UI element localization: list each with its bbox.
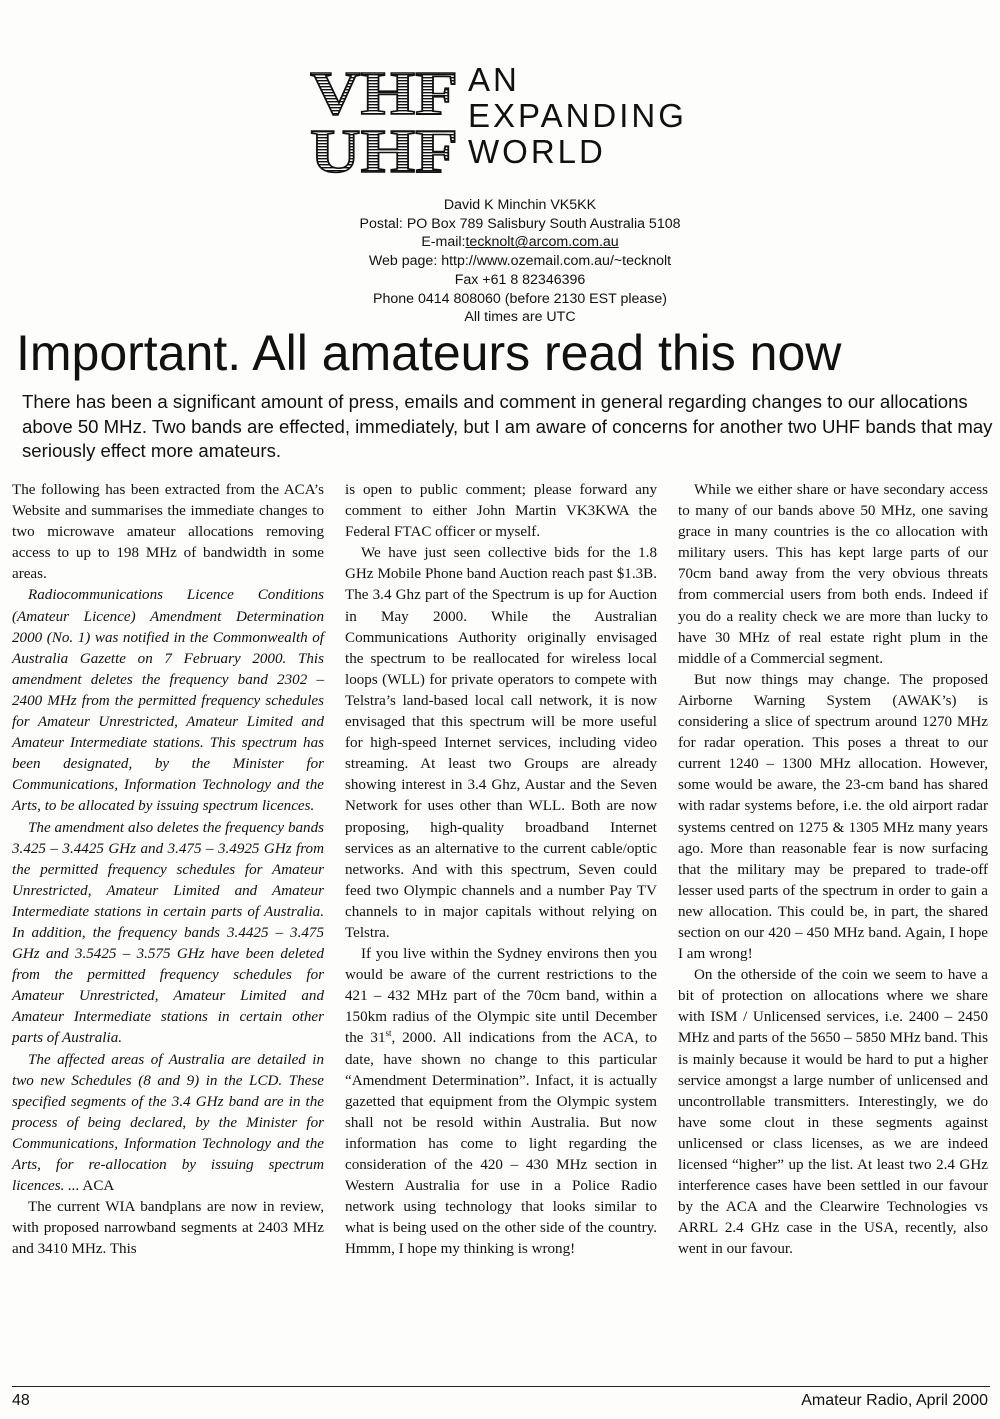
phone-line: Phone 0414 808060 (before 2130 EST please) bbox=[373, 290, 667, 307]
body-paragraph: While we either share or have secondary access to many of our bands above 50 MHz, one saving grace in many countries is the co allocation with military users. This has kept large parts of our 70cm band away from the very obvious threats from commercial users from both ends. Indeed if you do a reality check we are more than lucky to have 30 MHz of real estate right plum in the middle of a Commercial segment. bbox=[678, 482, 988, 667]
fax-line: Fax +61 8 82346396 bbox=[454, 271, 586, 288]
email-label: E-mail: bbox=[421, 234, 466, 251]
svg-text:VHF: VHF bbox=[310, 62, 458, 128]
article-column-3 bbox=[678, 480, 988, 1260]
column-title bbox=[468, 62, 687, 170]
quoted-paragraph-with-source bbox=[12, 1050, 324, 1198]
body-text: , 2000. All indications from the ACA, to date, have shown no change to this particular “Amendment Determination”. Infact, it is actually gazetted that equipment from the Olympic system shall not be resold within Australia. But now information has come to light regarding the consideration of the 420 – 430 MHz section in Western Australia for use in a Police Radio network using technology that looks similar to what is being used on the other side of the country. Hmmm, I hope my thinking is wrong! bbox=[345, 1030, 657, 1258]
standfirst: There has been a significant amount of press, emails and comment in general regarding changes to our allocations above 50 MHz. Two bands are effected, immediately, but I am aware of concerns for another two UHF bands that may seriously effect more amateurs. bbox=[22, 391, 993, 461]
ordinal-suffix: st bbox=[385, 1028, 392, 1039]
email-line bbox=[300, 233, 740, 252]
footer-divider bbox=[12, 1386, 990, 1387]
postal-address: Postal: PO Box 789 Salisbury South Australia 5108 bbox=[359, 215, 681, 232]
body-paragraph: The current WIA bandplans are now in review, with proposed narrowband segments at 2403 MHz and 3410 MHz. This bbox=[12, 1199, 324, 1258]
body-paragraph bbox=[345, 944, 657, 1260]
article-column-1 bbox=[12, 480, 324, 1260]
author-name: David K Minchin VK5KK bbox=[443, 197, 597, 213]
article-column-2 bbox=[345, 480, 657, 1260]
quoted-text: The affected areas of Australia are detailed in two new Schedules (8 and 9) in the LCD. These specified segments of the 3.4 GHz band are in the process of being declared, by the Minister for Communications, Information Technology and the Arts, for re-allocation by issuing spectrum licences. ... bbox=[12, 1051, 324, 1195]
column-title-line: WORLD bbox=[468, 133, 606, 170]
body-paragraph: On the otherside of the coin we seem to have a bit of protection on allocations where we share with ISM / Unlicensed services, i.e. 2400 – 2450 MHz and parts of the 5650 – 5850 MHz band. This is mainly because it would be hard to put a higher service amongst a large number of unlicensed and uncontrollable transmitters. Interestingly, we do have some clout in these segments against unlicensed or class licenses, as we are indeed licensed “higher” up the list. At least two 2.4 GHz interference cases have been settled in our favour by the ACA and the Clearwire Technologies vs ARRL 2.4 GHz case in the USA, recently, also went in our favour. bbox=[678, 967, 988, 1258]
email-link[interactable]: tecknolt@arcom.com.au bbox=[465, 234, 619, 251]
quoted-paragraph: The amendment also deletes the frequency bands 3.425 – 3.4425 GHz and 3.475 – 3.4925 GHz from the permitted frequency schedules for Amateur Unrestricted, Amateur Limited and Amateur Intermediate stations in certain parts of Australia. In addition, the frequency bands 3.4425 – 3.475 GHz and 3.5425 – 3.575 GHz have been deleted from the permitted frequency schedules for Amateur Unrestricted, Amateur Limited and Amateur Intermediate stations in certain other parts of Australia. bbox=[12, 819, 324, 1047]
body-paragraph: The following has been extracted from the ACA’s Website and summarises the immediate changes to two microwave amateur allocations removing access to up to 198 MHz of bandwidth in some areas. bbox=[12, 482, 324, 583]
svg-text:UHF: UHF bbox=[310, 118, 458, 174]
times-note: All times are UTC bbox=[464, 309, 576, 326]
headline: Important. All amateurs read this now bbox=[16, 325, 842, 381]
body-paragraph: We have just seen collective bids for the 1.8 GHz Mobile Phone band Auction reach past $1.3B. The 3.4 Ghz part of the Spectrum is up for Auction in May 2000. While the Australian Communications Authority originally envisaged the spectrum to be reallocated for wireless local loops (WLL) for private operators to compete with Telstra’s land-based local call network, it is now envisaged that this spectrum will be more useful for high-speed Internet services, including video streaming. At least two Groups are already showing interest in 3.4 Ghz, Austar and the Seven Network for uses other than WLL. Both are now proposing, high-quality broadband Internet services as an alternative to the current cable/optic networks. And with this spectrum, Seven could feed two Olympic channels and a number Pay TV channels to in major capitals without relying on Telstra. bbox=[345, 545, 657, 941]
magazine-issue: Amateur Radio, April 2000 bbox=[801, 1392, 988, 1409]
page-number: 48 bbox=[12, 1392, 30, 1409]
contact-block bbox=[300, 196, 740, 327]
column-title-line: AN bbox=[468, 61, 520, 98]
vhf-uhf-logo bbox=[310, 62, 460, 174]
column-title-line: EXPANDING bbox=[468, 97, 687, 134]
quoted-paragraph: Radiocommunications Licence Conditions (Amateur Licence) Amendment Determination 2000 (No. 1) was notified in the Commonwealth of Australia Gazette on 7 February 2000. This amendment deletes the frequency band 2302 – 2400 MHz from the permitted frequency schedules for Amateur Unrestricted, Amateur Limited and Amateur Intermediate stations. This spectrum has been designated, by the Minister for Communications, Information Technology and the Arts, to be allocated by issuing spectrum licences. bbox=[12, 587, 324, 815]
body-paragraph: is open to public comment; please forward any comment to either John Martin VK3KWA the Federal FTAC officer or myself. bbox=[345, 482, 657, 541]
body-text: If you live within the Sydney environs then you would be aware of the current restrictions to the 421 – 432 MHz part of the 70cm band, within a 150km radius of the Olympic site until December the 31 bbox=[345, 946, 657, 1047]
source-credit: ACA bbox=[79, 1178, 115, 1195]
body-paragraph: But now things may change. The proposed Airborne Warning System (AWAK’s) is considering a slice of spectrum around 1270 MHz for radar operation. This poses a threat to our current 1240 – 1300 MHz allocation. However, some would be aware, the 23-cm band has shared with radar systems before, i.e. the old airport radar systems centred on 1275 & 1305 MHz many years ago. More than reasonable fear is now surfacing that the military may be prepared to trade-off lesser used parts of the spectrum in order to gain a new allocation. This could be, in part, the shared section on our 420 – 450 MHz band. Again, I hope I am wrong! bbox=[678, 671, 988, 963]
web-page-line: Web page: http://www.ozemail.com.au/~tecknolt bbox=[368, 253, 672, 270]
